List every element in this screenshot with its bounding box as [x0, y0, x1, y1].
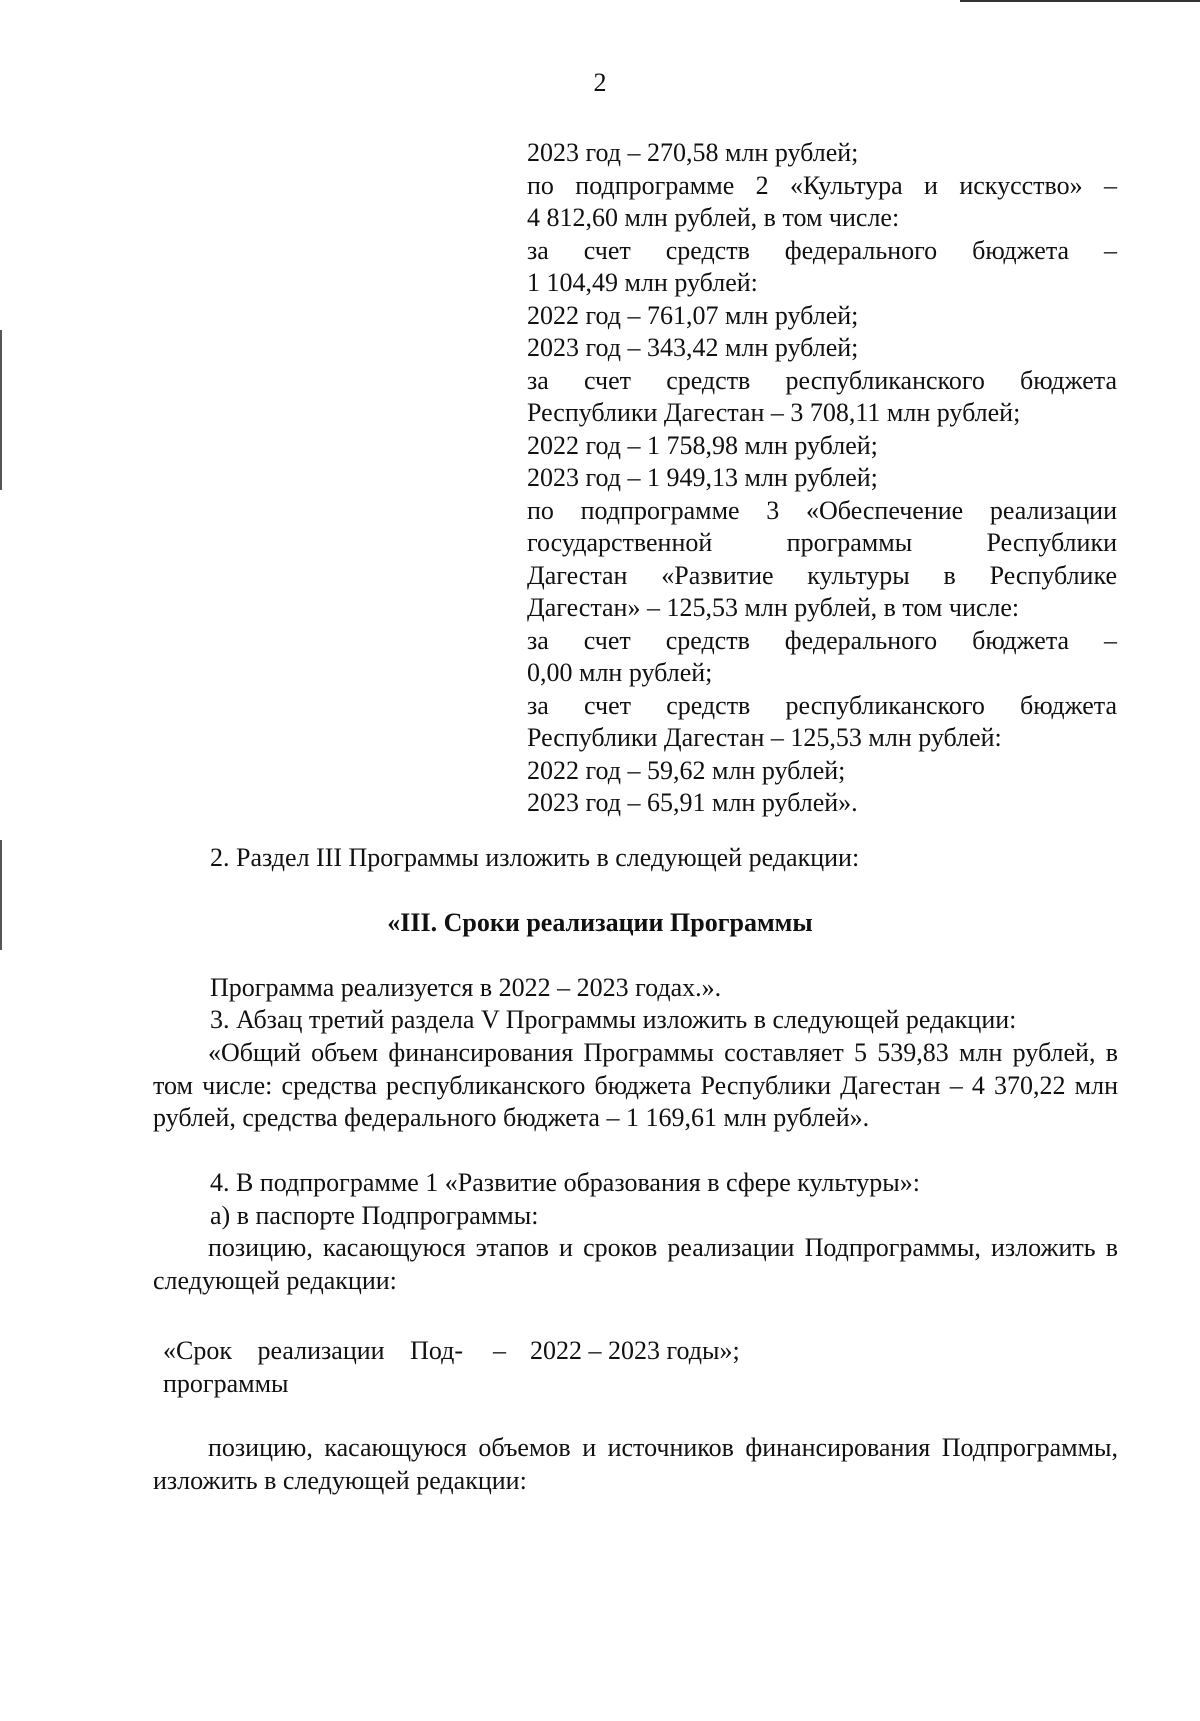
item-2-paragraph: 2. Раздел III Программы изложить в следующей редакции: — [210, 843, 860, 872]
financing-continuation-column — [527, 137, 1117, 820]
section-heading: «III. Сроки реализации Программы — [387, 908, 813, 937]
financing-line: государственной программы Республики — [527, 528, 1117, 557]
financing-line: 2023 год – 65,91 млн рублей». — [527, 788, 858, 817]
financing-line: Дагестан» – 125,53 млн рублей, в том числе: — [527, 593, 1020, 622]
item-4-paragraph: 4. В подпрограмме 1 «Развитие образования в сфере культуры»: — [210, 1168, 920, 1197]
term-value: 2022 – 2023 годы»; — [530, 1336, 740, 1365]
financing-line: за счет средств республиканского бюджета — [527, 365, 1117, 395]
financing-line: Республики Дагестан – 3 708,11 млн рублей; — [527, 398, 1021, 427]
financing-paragraph: «Общий объем финансирования Программы составляет 5 539,83 млн рублей, в том числе: средства республиканского бюджета Республики Дагестан – 4 370,22 млн рублей, средства федерального бюджета – 1 169,61 млн рублей». — [153, 1038, 1118, 1132]
financing-line: 4 812,60 млн рублей, в том числе: — [527, 203, 900, 232]
term-dash: – — [493, 1336, 506, 1365]
financing-line: за счет средств федерального бюджета – — [527, 235, 1117, 265]
financing-line: Республики Дагестан – 125,53 млн рублей: — [527, 723, 1002, 752]
financing-line: 2023 год – 1 949,13 млн рублей; — [527, 463, 878, 492]
term-label — [163, 1335, 463, 1400]
financing-line: 2022 год – 1 758,98 млн рублей; — [527, 430, 878, 460]
position-terms-paragraph: позицию, касающуюся этапов и сроков реализации Подпрограммы, изложить в следующей редакции: — [153, 1233, 1118, 1295]
financing-line: 2022 год – 59,62 млн рублей; — [527, 755, 846, 785]
item-4a-paragraph: а) в паспорте Подпрограммы: — [210, 1201, 539, 1230]
financing-line: 2022 год – 761,07 млн рублей; — [527, 300, 859, 330]
financing-line: за счет средств федерального бюджета – — [527, 625, 1117, 655]
financing-line: 2023 год – 343,42 млн рублей; — [527, 333, 859, 362]
financing-line: 2023 год – 270,58 млн рублей; — [527, 138, 859, 167]
financing-line: Дагестан «Развитие культуры в Республике — [527, 560, 1117, 590]
program-period-paragraph: Программа реализуется в 2022 – 2023 годах.». — [210, 973, 722, 1002]
financing-line: 0,00 млн рублей; — [527, 658, 713, 687]
scan-edge-line — [0, 330, 2, 490]
financing-line: за счет средств республиканского бюджета — [527, 690, 1117, 720]
financing-line: по подпрограмме 2 «Культура и искусство» – — [527, 170, 1117, 200]
position-financing-paragraph: позицию, касающуюся объемов и источников финансирования Подпрограммы, изложить в следующей редакции: — [153, 1433, 1118, 1495]
term-label-line-1: «Срок реализации Под- — [163, 1336, 463, 1365]
term-label-line-2: программы — [163, 1368, 289, 1398]
item-3-paragraph: 3. Абзац третий раздела V Программы изложить в следующей редакции: — [210, 1005, 1017, 1034]
page-number: 2 — [593, 68, 607, 97]
scan-edge-line — [960, 0, 1200, 2]
financing-line: по подпрограмме 3 «Обеспечение реализации — [527, 495, 1117, 525]
financing-line: 1 104,49 млн рублей: — [527, 268, 758, 297]
